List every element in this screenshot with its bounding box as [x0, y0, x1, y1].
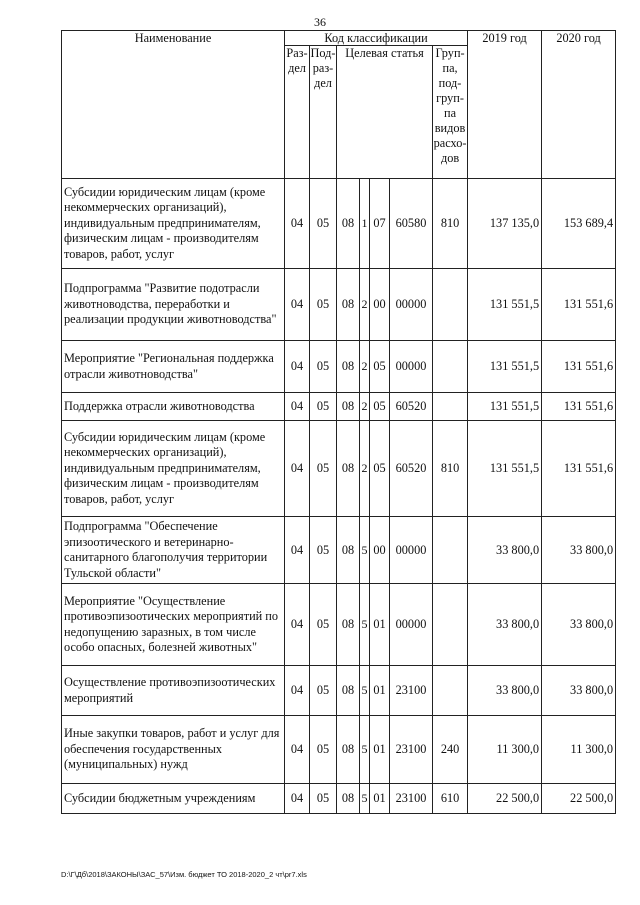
row-target-event: 01: [370, 784, 390, 814]
row-target-subprogram: 5: [360, 517, 370, 584]
header-year-2019: 2019 год: [468, 31, 542, 179]
row-subsection: 05: [310, 179, 337, 269]
table-row: [62, 716, 616, 784]
header-subsection: Под- раз- дел: [310, 46, 337, 179]
row-amount-2019: 11 300,0: [468, 716, 542, 784]
row-section: 04: [285, 517, 310, 584]
row-target-program: 08: [337, 584, 360, 666]
table-row: [62, 517, 616, 584]
row-amount-2019: 33 800,0: [468, 666, 542, 716]
row-target-program: 08: [337, 784, 360, 814]
row-subsection: 05: [310, 421, 337, 517]
row-target-direction: 23100: [390, 716, 433, 784]
row-amount-2019: 131 551,5: [468, 269, 542, 341]
row-target-direction: 00000: [390, 517, 433, 584]
table-row: [62, 666, 616, 716]
row-subsection: 05: [310, 584, 337, 666]
row-amount-2019: 33 800,0: [468, 584, 542, 666]
row-expense-type: [433, 269, 468, 341]
row-target-direction: 00000: [390, 269, 433, 341]
row-amount-2020: 131 551,6: [542, 421, 616, 517]
row-amount-2020: 33 800,0: [542, 584, 616, 666]
row-target-program: 08: [337, 421, 360, 517]
row-target-program: 08: [337, 179, 360, 269]
row-subsection: 05: [310, 716, 337, 784]
row-target-subprogram: 2: [360, 393, 370, 421]
row-name: Иные закупки товаров, работ и услуг для обеспечения государственных (муниципальных) нужд: [62, 716, 285, 784]
row-expense-type: 810: [433, 179, 468, 269]
row-target-program: 08: [337, 666, 360, 716]
row-target-event: 00: [370, 517, 390, 584]
row-target-subprogram: 1: [360, 179, 370, 269]
row-target-event: 01: [370, 666, 390, 716]
row-amount-2019: 22 500,0: [468, 784, 542, 814]
row-name: Подпрограмма "Обеспечение эпизоотического и ветеринарно-санитарного благополучия территории Тульской области": [62, 517, 285, 584]
page-number: 36: [314, 15, 326, 29]
row-expense-type: [433, 393, 468, 421]
row-name: Субсидии юридическим лицам (кроме некоммерческих организаций), индивидуальным предпринимателям, физическим лицам - производителям товаров, работ, услуг: [62, 421, 285, 517]
row-subsection: 05: [310, 341, 337, 393]
row-name: Мероприятие "Осуществление противоэпизоотических мероприятий по недопущению заразных, в том числе особо опасных, болезней животных": [62, 584, 285, 666]
row-amount-2020: 11 300,0: [542, 716, 616, 784]
row-target-direction: 00000: [390, 341, 433, 393]
row-amount-2020: 153 689,4: [542, 179, 616, 269]
row-amount-2020: 131 551,6: [542, 269, 616, 341]
row-target-subprogram: 2: [360, 421, 370, 517]
row-target-subprogram: 5: [360, 584, 370, 666]
row-expense-type: [433, 517, 468, 584]
row-amount-2019: 137 135,0: [468, 179, 542, 269]
row-target-event: 01: [370, 716, 390, 784]
table-row: [62, 179, 616, 269]
row-subsection: 05: [310, 666, 337, 716]
row-subsection: 05: [310, 517, 337, 584]
row-section: 04: [285, 341, 310, 393]
row-target-event: 05: [370, 421, 390, 517]
row-target-subprogram: 5: [360, 784, 370, 814]
row-expense-type: [433, 666, 468, 716]
row-target-event: 00: [370, 269, 390, 341]
budget-table: [61, 30, 616, 814]
header-section: Раз- дел: [285, 46, 310, 179]
row-amount-2019: 131 551,5: [468, 393, 542, 421]
row-expense-type: [433, 341, 468, 393]
row-subsection: 05: [310, 269, 337, 341]
row-target-program: 08: [337, 269, 360, 341]
row-section: 04: [285, 179, 310, 269]
row-target-direction: 23100: [390, 666, 433, 716]
table-row: [62, 393, 616, 421]
row-amount-2020: 131 551,6: [542, 393, 616, 421]
header-classification: Код классификации: [285, 31, 468, 46]
row-section: 04: [285, 393, 310, 421]
row-expense-type: 610: [433, 784, 468, 814]
table-row: [62, 584, 616, 666]
row-amount-2019: 131 551,5: [468, 421, 542, 517]
row-target-direction: 00000: [390, 584, 433, 666]
row-target-event: 01: [370, 584, 390, 666]
row-section: 04: [285, 584, 310, 666]
row-section: 04: [285, 269, 310, 341]
row-section: 04: [285, 421, 310, 517]
row-section: 04: [285, 716, 310, 784]
header-expense-group: Груп- па, под- груп- па видов расхо- дов: [433, 46, 468, 179]
table-row: [62, 784, 616, 814]
row-subsection: 05: [310, 393, 337, 421]
row-target-subprogram: 2: [360, 341, 370, 393]
row-expense-type: 810: [433, 421, 468, 517]
row-target-direction: 60580: [390, 179, 433, 269]
row-target-direction: 60520: [390, 393, 433, 421]
row-target-subprogram: 2: [360, 269, 370, 341]
row-target-program: 08: [337, 517, 360, 584]
table-row: [62, 269, 616, 341]
row-amount-2019: 131 551,5: [468, 341, 542, 393]
row-expense-type: 240: [433, 716, 468, 784]
header-target-article: Целевая статья: [337, 46, 433, 179]
row-target-direction: 60520: [390, 421, 433, 517]
row-target-subprogram: 5: [360, 666, 370, 716]
table-row: [62, 421, 616, 517]
row-section: 04: [285, 784, 310, 814]
table-row: [62, 341, 616, 393]
row-target-event: 05: [370, 393, 390, 421]
header-year-2020: 2020 год: [542, 31, 616, 179]
row-expense-type: [433, 584, 468, 666]
row-amount-2020: 33 800,0: [542, 517, 616, 584]
row-target-program: 08: [337, 716, 360, 784]
file-path-footer: D:\Г\Дб\2018\ЗАКОНЫ\ЗАС_57\Изм. бюджет ТО 2018-2020_2 чт\pr7.xls: [61, 870, 307, 879]
row-subsection: 05: [310, 784, 337, 814]
row-name: Поддержка отрасли животноводства: [62, 393, 285, 421]
row-name: Субсидии юридическим лицам (кроме некоммерческих организаций), индивидуальным предпринимателям, физическим лицам - производителям товаров, работ, услуг: [62, 179, 285, 269]
row-target-subprogram: 5: [360, 716, 370, 784]
row-target-event: 07: [370, 179, 390, 269]
row-amount-2020: 131 551,6: [542, 341, 616, 393]
row-name: Мероприятие "Региональная поддержка отрасли животноводства": [62, 341, 285, 393]
header-name: Наименование: [62, 31, 285, 179]
row-name: Подпрограмма "Развитие подотрасли животноводства, переработки и реализации продукции животноводства": [62, 269, 285, 341]
row-section: 04: [285, 666, 310, 716]
row-name: Осуществление противоэпизоотических мероприятий: [62, 666, 285, 716]
row-name: Субсидии бюджетным учреждениям: [62, 784, 285, 814]
row-target-program: 08: [337, 341, 360, 393]
row-target-program: 08: [337, 393, 360, 421]
row-amount-2019: 33 800,0: [468, 517, 542, 584]
row-target-direction: 23100: [390, 784, 433, 814]
row-target-event: 05: [370, 341, 390, 393]
row-amount-2020: 33 800,0: [542, 666, 616, 716]
row-amount-2020: 22 500,0: [542, 784, 616, 814]
